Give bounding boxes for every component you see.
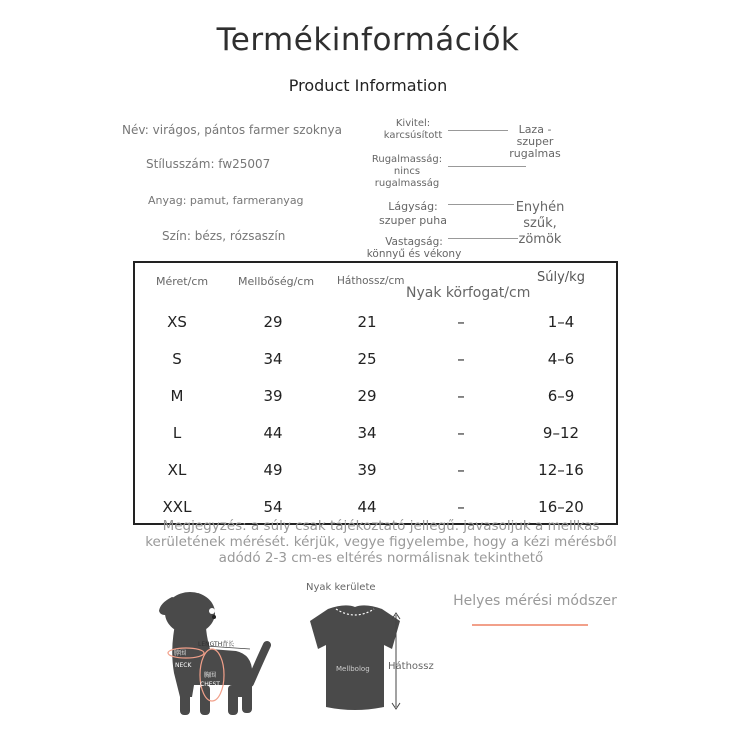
dog-chest-cn: 胸围 [204,672,217,679]
dog-diagram [150,585,280,720]
table-cell: 29 [357,387,377,405]
header-weight: Súly/kg [537,270,585,285]
table-cell: 49 [263,461,283,479]
shirt-icon [310,605,400,710]
table-cell: 39 [263,387,283,405]
measure-method-accent [472,624,588,626]
spec-fit-scale [448,130,508,131]
spec-elasticity-left: nincs rugalmasság [374,166,440,189]
table-cell: XL [167,461,187,479]
table-cell: 21 [357,313,377,331]
table-cell: M [170,387,184,405]
spec-fit-left: karcsúsított [383,130,443,141]
spec-thickness-scale [448,238,518,239]
table-cell: L [172,424,182,442]
table-cell: – [457,424,465,442]
table-cell: 1–4 [547,313,575,331]
spec-softness-scale [448,204,514,205]
page-subtitle: Product Information [288,76,448,95]
table-cell: 12–16 [538,461,584,479]
table-cell: XS [167,313,187,331]
measure-method-title: Helyes mérési módszer [453,593,617,609]
spec-elasticity-scale [448,166,526,167]
back-length-label: Háthossz [388,661,434,672]
spec-softness-left: szuper puha [379,214,447,227]
table-cell: 44 [357,498,377,516]
spec-fit [372,118,454,142]
table-cell: 9–12 [542,424,580,442]
table-cell: 4–6 [547,350,575,368]
table-cell: – [457,498,465,516]
table-cell: S [172,350,182,368]
table-cell: 25 [357,350,377,368]
table-cell: 39 [357,461,377,479]
header-neck: Nyak körfogat/cm [406,285,531,301]
dog-chest-label: CHEST [200,681,220,688]
table-cell: 54 [263,498,283,516]
spec-softness [376,200,450,228]
spec-softness-label: Lágyság: [388,200,438,213]
table-cell: 16–20 [538,498,584,516]
color-info: Szín: bézs, rózsaszín [162,229,286,243]
spec-thickness-left: könnyű és vékony [366,248,462,260]
neck-circumference-label: Nyak kerülete [306,582,376,593]
table-cell: – [457,350,465,368]
table-cell: 34 [357,424,377,442]
spec-elasticity [367,154,447,190]
product-name: Név: virágos, pántos farmer szoknya [122,123,342,137]
table-cell: 44 [263,424,283,442]
table-cell: 29 [263,313,283,331]
spec-thickness-label: Vastagság: [385,236,443,248]
spec-fit-right: Laza - szuper rugalmas [509,123,561,160]
spec-thickness [366,236,462,260]
spec-softness-right: Enyhén szűk, zömök [515,200,565,247]
header-back-length: Háthossz/cm [337,275,405,287]
table-cell: – [457,313,465,331]
table-cell: – [457,387,465,405]
dog-neck-cn: 脖围 [174,650,187,657]
spec-fit-label: Kivitel: [395,118,431,129]
shirt-logo: Mellbolog [336,665,370,673]
page-title: Termékinformációk [216,22,520,58]
shirt-diagram [300,597,410,717]
measurement-note: Megjegyzés: a súly csak tájékoztató jellegű. javasoljuk a mellkas kerületének mérését. kérjük, vegye figyelembe, hogy a kézi mérésből adódó 2-3 cm-es eltérés normálisnak tekinthető [145,518,617,566]
header-size: Méret/cm [156,275,209,288]
spec-elasticity-label: Rugalmasság: [371,154,443,165]
table-cell: – [457,461,465,479]
dog-length-label: LENGTH背长 [198,641,235,648]
style-number: Stílusszám: fw25007 [146,157,271,171]
header-chest: Mellbőség/cm [238,275,315,288]
table-cell: 34 [263,350,283,368]
material: Anyag: pamut, farmeranyag [148,194,304,207]
dog-neck-label: NECK [175,662,192,669]
table-cell: XXL [162,498,192,516]
table-cell: 6–9 [547,387,575,405]
